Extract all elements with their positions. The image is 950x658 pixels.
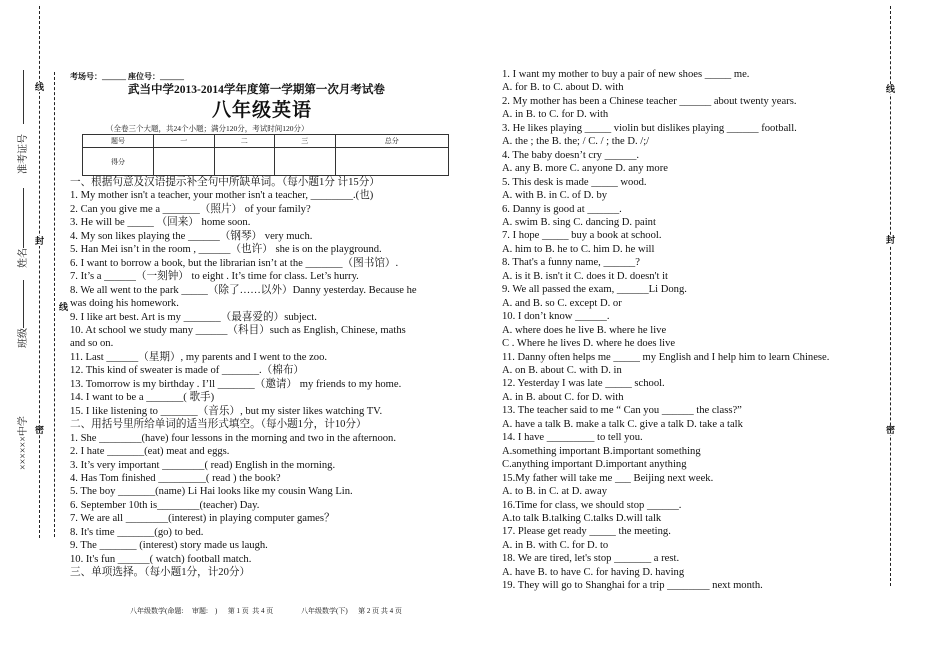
question-line: 6. September 10th is________(teacher) Day.: [70, 499, 260, 511]
options-line: A. for B. to C. about D. with: [502, 82, 624, 94]
question-line: 2. My mother has been a Chinese teacher ______ about twenty years.: [502, 95, 797, 107]
options-line: A. swim B. sing C. dancing D. paint: [502, 216, 656, 228]
school-label: ××××××中学: [18, 416, 29, 470]
exam-number-label: 准考证号: [18, 134, 29, 174]
exam-number-blank: [23, 70, 24, 124]
options-line: A.to talk B.talking C.talks D.will talk: [502, 512, 662, 524]
question-line: 3. He will be _____ （回来） home soon.: [70, 217, 251, 229]
question-line: 17. Please get ready _____ the meeting.: [502, 526, 671, 538]
score-table: [82, 134, 449, 176]
footer-right: 八年级数学(下) 第 2 页 共 4 页: [301, 607, 402, 615]
options-line: A.something important B.important something: [502, 445, 701, 457]
right-column: [502, 68, 887, 593]
right-seal-mi: 密: [885, 425, 895, 435]
question-line: 3. He likes playing _____ violin but dislikes playing ______ football.: [502, 122, 797, 134]
question-line: 12. This kind of sweater is made of _______.（棉布）: [70, 365, 305, 377]
question-line: 13. Tomorrow is my birthday . I’ll _______（邀请） my friends to my home.: [70, 378, 402, 390]
inner-binding-line: [54, 72, 55, 537]
question-line: 7. I hope _____ buy a book at school.: [502, 230, 662, 242]
question-line: 9. We all passed the exam, ______Li Dong.: [502, 284, 687, 296]
score-header-cell: 一: [154, 135, 215, 148]
question-line: 14. I have _________ to tell you.: [502, 432, 643, 444]
question-line: 15. I like listening to _______（音乐）, but my sister likes watching TV.: [70, 405, 383, 417]
score-header-cell: 二: [214, 135, 275, 148]
score-cell[interactable]: [154, 148, 215, 176]
question-line: and so on.: [70, 338, 114, 350]
question-line: 14. I want to be a _______( 歌手): [70, 392, 215, 404]
options-line: C.anything important D.important anything: [502, 459, 687, 471]
score-cell[interactable]: [214, 148, 275, 176]
name-label: 姓名: [18, 248, 29, 268]
options-line: A. and B. so C. except D. or: [502, 297, 622, 309]
left-column: [70, 176, 465, 580]
score-header-cell: 总分: [335, 135, 449, 148]
score-cell[interactable]: [275, 148, 336, 176]
options-line: A. in B. to C. for D. with: [502, 109, 609, 121]
score-cell[interactable]: [335, 148, 449, 176]
question-line: 8. That's a funny name, ______?: [502, 257, 640, 269]
question-line: 8. We all went to the park _____（除了……以外）Danny yesterday. Because he: [70, 284, 417, 296]
grade-title: 八年级英语: [212, 100, 313, 121]
footer-left: 八年级数学(命题: 审题: ) 第 1 页 共 4 页: [130, 607, 274, 615]
options-line: A. in B. with C. for D. to: [502, 539, 609, 551]
options-line: A. him to B. he to C. him D. he will: [502, 243, 655, 255]
question-line: 1. My mother isn't a teacher, your mother isn't a teacher, ________.(也): [70, 190, 374, 202]
question-line: 13. The teacher said to me “ Can you ______ the class?”: [502, 405, 742, 417]
options-line: A. with B. in C. of D. by: [502, 190, 608, 202]
school-title: 武当中学2013-2014学年度第一学期第一次月考试卷: [128, 84, 385, 96]
question-line: 12. Yesterday I was late _____ school.: [502, 378, 665, 390]
question-line: 1. She ________(have) four lessons in the morning and two in the afternoon.: [70, 432, 396, 444]
right-seal-feng: 封: [885, 235, 895, 245]
question-line: 9. I like art best. Art is my _______（最喜爱的）subject.: [70, 311, 317, 323]
options-line: A. have B. to have C. for having D. having: [502, 566, 685, 578]
question-line: 2. I hate _______(eat) meat and eggs.: [70, 446, 230, 458]
question-line: 10. I don’t know ______.: [502, 311, 610, 323]
question-line: 8. It's time _______(go) to bed.: [70, 526, 204, 538]
question-line: 11. Last ______（星期）, my parents and I went to the zoo.: [70, 351, 328, 363]
question-line: 11. Danny often helps me _____ my English and I help him to learn Chinese.: [502, 351, 830, 363]
question-line: 7. We are all ________(interest) in playing computer games？: [70, 513, 335, 525]
options-line: A. in B. about C. for D. with: [502, 391, 624, 403]
options-line: A. have a talk B. make a talk C. give a talk D. take a talk: [502, 418, 743, 430]
question-line: was doing his homework.: [70, 298, 179, 310]
options-line: A. is it B. isn't it C. does it D. doesn't it: [502, 270, 668, 282]
exam-seat-number: 考场号：______ 座位号：______: [70, 72, 184, 81]
question-line: 9. The _______ (interest) story made us laugh.: [70, 540, 268, 552]
section-heading: 二、用括号里所给单词的适当形式填空。（每小题1分，计10分）: [70, 419, 367, 431]
section-heading: 一、根据句意及汉语提示补全句中所缺单词。（每小题1分 计15分）: [70, 177, 380, 188]
question-line: 5. The boy _______(name) Li Hai looks like my cousin Wang Lin.: [70, 486, 353, 498]
left-seal-xian: 线: [34, 82, 44, 92]
question-line: 4. Has Tom finished _________( read ) the book?: [70, 472, 281, 484]
options-line: A. any B. more C. anyone D. any more: [502, 163, 668, 175]
question-line: 15.My father will take me ___ Beijing next week.: [502, 472, 714, 484]
question-line: 16.Time for class, we should stop ______.: [502, 499, 682, 511]
question-line: 2. Can you give me a _______（照片） of your family?: [70, 203, 311, 215]
class-blank: [23, 280, 24, 328]
question-line: 3. It’s very important ________( read) English in the morning.: [70, 459, 336, 471]
question-line: 18. We are tired, let's stop _______ a rest.: [502, 553, 680, 565]
question-line: 7. It’s a ______（一刻钟） to eight . It’s time for class. Let’s hurry.: [70, 271, 359, 283]
score-table-score-row: [83, 148, 449, 176]
mid-seal-xian: 线: [58, 302, 68, 312]
score-table-header-row: [83, 135, 449, 148]
question-line: 6. I want to borrow a book, but the librarian isn’t at the _______（图书馆）.: [70, 257, 399, 269]
options-line: A. where does he live B. where he live: [502, 324, 667, 336]
question-line: 1. I want my mother to buy a pair of new shoes _____ me.: [502, 69, 750, 80]
options-line: A. the ; the B. the; / C. / ; the D. /;/: [502, 136, 650, 148]
question-line: 10. At school we study many ______（科目）such as English, Chinese, maths: [70, 324, 406, 336]
question-line: 19. They will go to Shanghai for a trip ________ next month.: [502, 580, 763, 592]
left-seal-mi: 密: [34, 425, 44, 435]
question-line: 5. This desk is made _____ wood.: [502, 176, 647, 188]
question-line: 4. My son likes playing the ______（钢琴） very much.: [70, 230, 313, 242]
options-line: A. on B. about C. with D. in: [502, 364, 622, 376]
question-line: 6. Danny is good at ______.: [502, 203, 622, 215]
right-seal-xian: 线: [885, 84, 895, 94]
options-line: A. to B. in C. at D. away: [502, 486, 608, 498]
left-seal-feng: 封: [34, 236, 44, 246]
question-line: 10. It's fun ______( watch) football match.: [70, 553, 252, 565]
name-blank: [23, 188, 24, 248]
class-label: 班级: [18, 328, 29, 348]
question-line: 5. Han Mei isn’t in the room , ______（也许） she is on the playground.: [70, 244, 382, 256]
score-header-cell: 三: [275, 135, 336, 148]
score-header-cell: 题号: [83, 135, 154, 148]
exam-note: （全卷三个大题，共24个小题；满分120分，考试时间120分）: [106, 124, 309, 133]
options-line: C . Where he lives D. where he does live: [502, 338, 676, 350]
question-line: 4. The baby doesn’t cry ______.: [502, 149, 640, 161]
section-heading: 三、单项选择。（每小题1分，计20分）: [70, 567, 251, 579]
score-row-label: 得分: [83, 148, 154, 176]
